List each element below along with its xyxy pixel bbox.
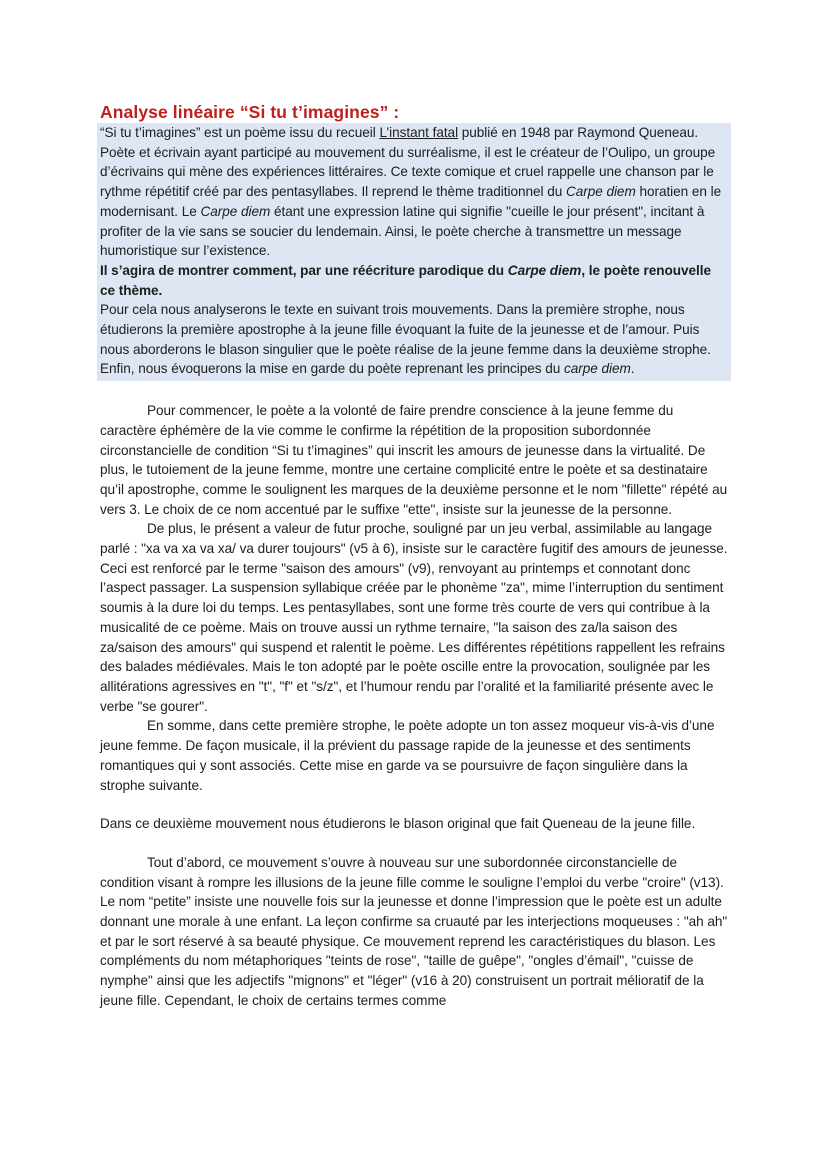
text-run: “Si tu t’imagines” est un poème issu du recueil (100, 125, 380, 140)
body-paragraph: En somme, dans cette première strophe, le poète adopte un ton assez moqueur vis-à-vis d’une jeune femme. De façon musicale, il la prévient du passage rapide de la jeunesse et des sentiments romantiques qui y sont associés. Cette mise en garde va se poursuivre de façon singulière dans la strophe suivante. (100, 718, 715, 793)
latin-term: Carpe diem (507, 262, 582, 278)
latin-term: Carpe diem (565, 184, 636, 200)
problematic-paragraph (100, 261, 728, 300)
introduction-block (97, 123, 731, 381)
document-title: Analyse linéaire “Si tu t’imagines” : (100, 102, 400, 122)
body-paragraph: Tout d’abord, ce mouvement s’ouvre à nouveau sur une subordonnée circonstancielle de condition visant à rompre les illusions de la jeune fille comme le souligne l’emploi du verbe "croire" (v13). Le nom “petite” insiste une nouvelle fois sur la jeunesse et donne l’impression que le poète est un adulte donnant une morale à une enfant. La leçon confirme sa cruauté par les interjections moqueuses : "ah ah" et par le sort réservé à sa beauté physique. Ce mouvement reprend les caractéristiques du blason. Les compléments du nom métaphoriques "teints de rose", "taille de guêpe", "ongles d’émail", "cuisse de nymphe" ainsi que les adjectifs "mignons" et "léger" (v16 à 20) construisent un portrait mélioratif de la jeune fille. Cependant, le choix de certains termes comme (100, 854, 728, 1008)
text-run: Il s’agira de montrer comment, par une réécriture parodique du (100, 262, 508, 278)
text-run: étant une expression latine qui signifie "cueille le jour présent", incitant à profiter de la vie sans se soucier du lendemain. Ainsi, le poète cherche à transmettre un message humoristique sur l’existence. (100, 203, 705, 259)
transition-paragraph: Dans ce deuxième mouvement nous étudierons le blason original que fait Queneau de la jeune fille. (100, 816, 696, 832)
spacer (100, 795, 730, 814)
intro-presentation-paragraph (100, 123, 728, 261)
latin-term: Carpe diem (200, 203, 271, 219)
text-run: , le poète renouvelle ce thème. (100, 262, 711, 298)
document-page (100, 101, 730, 1011)
text-run: Pour cela nous analyserons le texte en suivant trois mouvements. Dans la première strophe, nous étudierons la première apostrophe à la jeune fille évoquant la fuite de la jeunesse et de l’amour. Puis nous aborderons le blason singulier que le poète réalise de la jeune femme dans la deuxième strophe. Enfin, nous évoquerons la mise en garde du poète reprenant les principes du (100, 302, 711, 377)
book-title: L’instant fatal (379, 125, 459, 140)
spacer (100, 834, 730, 853)
text-run: horatien en le modernisant. Le (100, 184, 722, 219)
body-paragraph: Pour commencer, le poète a la volonté de faire prendre conscience à la jeune femme du caractère éphémère de la vie comme le confirme la répétition de la proposition subordonnée circonstancielle de condition “Si tu t’imagines” qui inscrit les amours de jeunesse dans la virtualité. De plus, le tutoiement de la jeune femme, montre une certaine complicité entre le poète et sa destinataire qu’il apostrophe, comme le soulignent les marques de la deuxième personne et le nom "fillette" répété au vers 3. Le choix de ce nom accentué par le suffixe "ette", insiste sur la jeunesse de la personne. (100, 403, 728, 517)
spacer (100, 381, 730, 401)
plan-paragraph (100, 300, 728, 379)
body-paragraph: De plus, le présent a valeur de futur proche, souligné par un jeu verbal, assimilable au langage parlé : "xa va xa va xa/ va durer toujours" (v5 à 6), insiste sur le caractère fugitif des amours de jeunesse. Ceci est renforcé par le terme "saison des amours" (v9), renvoyant au printemps et connotant donc l’aspect passager. La suspension syllabique créée par le phonème "za", mime l’interruption du sentiment soumis à la dure loi du temps. Les pentasyllabes, sont une forme très courte de vers qui contribue à la musicalité de ce poème. Mais on trouve aussi un rythme ternaire, "la saison des za/la saison des za/saison des amours" qui suspend et ralentit le poème. Les différentes répétitions rappellent les refrains des balades médiévales. Mais le ton adopté par le poète oscille entre la provocation, soulignée par les allitérations agressives en "t", "f" et "s/z", et l’humour rendu par l’oralité et la familiarité présente avec le verbe "se gourer". (100, 521, 728, 714)
text-run: publié en 1948 par Raymond Queneau. Poète et écrivain ayant participé au mouvement du surréalisme, il est le créateur de l’Oulipo, un groupe d’écrivains qui mène des expériences littéraires. Ce texte comique et cruel rappelle une chanson par le rythme répétitif créé par des pentasyllabes. Il reprend le thème traditionnel du (100, 125, 716, 200)
text-run: . (630, 361, 635, 377)
latin-term: carpe diem (563, 361, 631, 377)
